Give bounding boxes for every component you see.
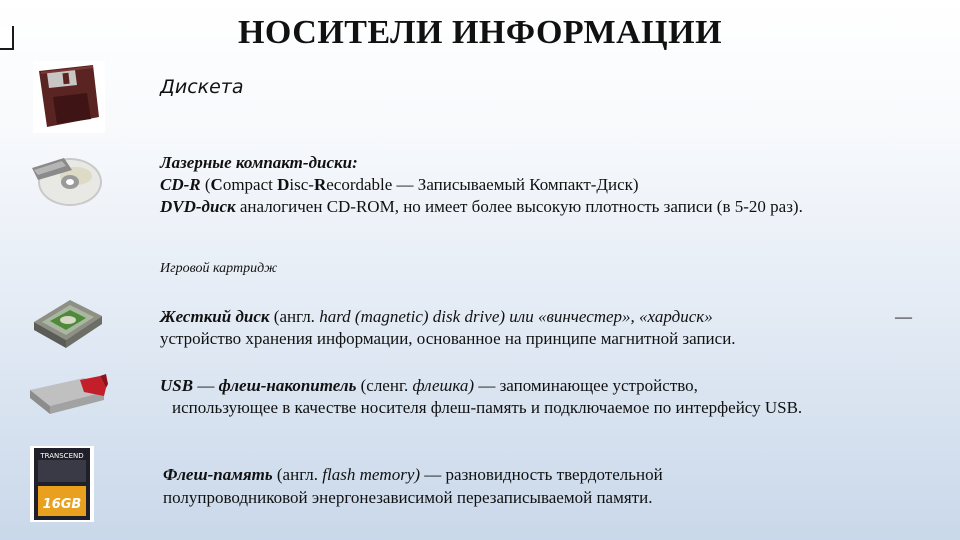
usb-line1: USB — флеш-накопитель (сленг. флешка) — запоминающее устройство, [160,376,698,395]
card-brand: TRANSCEND [40,452,84,460]
slide-title: НОСИТЕЛИ ИНФОРМАЦИИ [237,14,723,51]
hdd-line1: Жесткий диск (англ. hard (magnetic) disk drive) или «винчестер», «хардиск» — [160,307,912,326]
flash-line2: полупроводниковой энергонезависимой перезаписываемой памяти. [163,488,653,507]
flash-memory-card-icon [30,446,94,522]
hdd-line2: устройство хранения информации, основанное на принципе магнитной записи. [160,329,736,348]
floppy-disk-icon [33,61,105,133]
cdr-line: CD-R (Compact Disc-Recordable — Записываемый Компакт-Диск) [160,175,639,194]
flash-term: Флеш-память [163,465,273,484]
card-capacity: 16GB [42,497,82,512]
cd-disc-icon [28,148,106,210]
hdd-term: Жесткий диск [160,307,270,326]
usb-flash-drive-icon [28,372,108,418]
flash-line1: Флеш-память (англ. flash memory) — разновидность твердотельной [163,465,663,484]
hard-disk-icon [30,296,106,352]
cartridge-label: Игровой картридж [160,261,278,276]
floppy-label: Дискета [160,76,244,98]
dvd-term: DVD-диск [160,197,236,216]
cdr-term: CD-R [160,175,201,194]
usb-line2: использующее в качестве носителя флеш-память и подключаемое по интерфейсу USB. [172,398,803,417]
dvd-line: DVD-диск аналогичен CD-ROM, но имеет более высокую плотность записи (в 5-20 раз). [160,197,803,216]
usb-term: USB [160,376,194,395]
cd-heading: Лазерные компакт-диски: [160,153,358,172]
